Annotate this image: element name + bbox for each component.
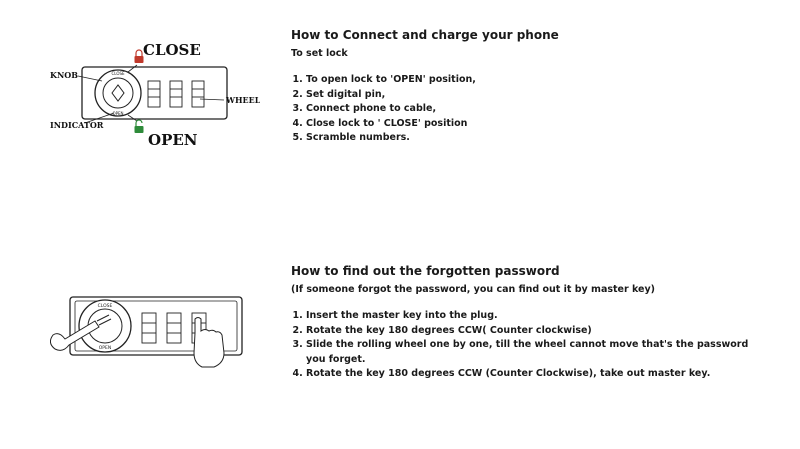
section-connect-charge: [291, 28, 781, 146]
list-item: 5. Scramble numbers.: [306, 131, 781, 146]
indicator-label: INDICATOR: [50, 120, 104, 130]
knob-open-text: OPEN: [98, 346, 112, 351]
section-subtitle: (If someone forgot the password, you can find out it by master key): [291, 284, 656, 295]
list-item: 1. Insert the master key into the plug.: [306, 309, 761, 324]
steps-list: [291, 309, 761, 382]
list-item: 3. Slide the rolling wheel one by one, till the wheel cannot move that's the password you forget.: [306, 338, 761, 367]
digit-wheels: [148, 81, 204, 107]
wheel-label: WHEEL: [226, 95, 260, 105]
section-subtitle: To set lock: [291, 48, 348, 59]
open-lock-icon: [135, 120, 144, 133]
list-item: 2. Set digital pin,: [306, 88, 781, 103]
list-item: 4. Rotate the key 180 degrees CCW (Counter Clockwise), take out master key.: [306, 367, 761, 382]
close-label: CLOSE: [143, 41, 201, 59]
knob-close-text: CLOSE: [111, 71, 125, 76]
knob-label: KNOB: [50, 70, 78, 80]
list-item: 3. Connect phone to cable,: [306, 102, 781, 117]
master-key-diagram: [45, 285, 250, 370]
list-item: 1. To open lock to 'OPEN' position,: [306, 73, 781, 88]
list-item: 2. Rotate the key 180 degrees CCW( Counter clockwise): [306, 324, 761, 339]
steps-list: [291, 73, 781, 146]
section-title: How to find out the forgotten password: [291, 264, 560, 278]
list-item: 4. Close lock to ' CLOSE' position: [306, 117, 781, 132]
lock-diagram: [40, 35, 260, 155]
knob-open-text: OPEN: [112, 111, 124, 116]
section-forgotten-password: [291, 264, 761, 382]
section-title: How to Connect and charge your phone: [291, 28, 559, 42]
knob-close-text: CLOSE: [97, 304, 113, 309]
open-label: OPEN: [148, 131, 198, 149]
